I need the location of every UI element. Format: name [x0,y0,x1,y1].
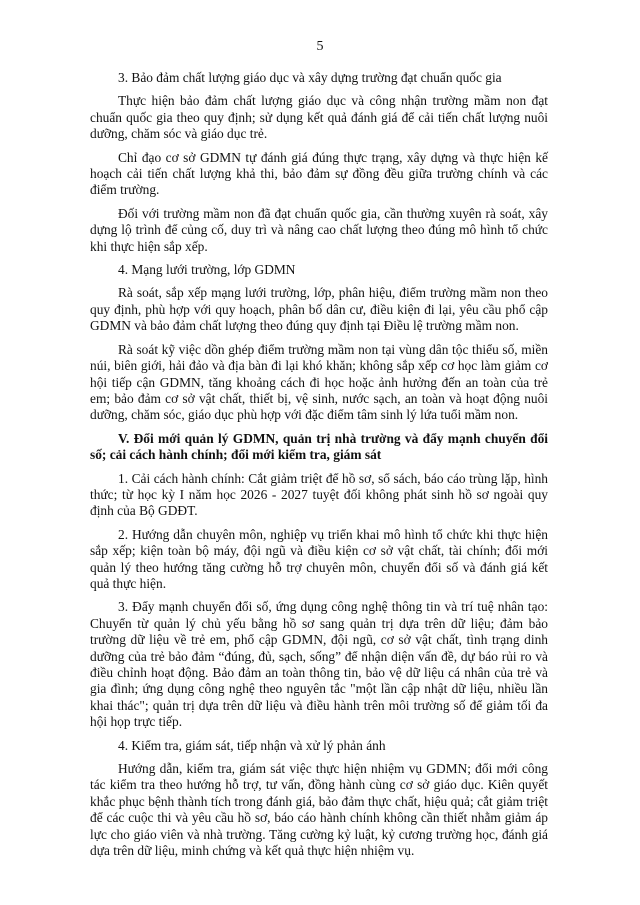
paragraph: Rà soát kỹ việc dồn ghép điểm trường mầm non tại vùng dân tộc thiểu số, miền núi, biên giới, hải đảo và địa bàn đi lại khó khăn; không sắp xếp cơ học làm giảm cơ hội tiếp cận GDMN, tăng khoảng cách đi học hoặc ảnh hưởng đến an toàn của trẻ em; bảo đảm cơ sở vật chất, thiết bị, vệ sinh, nước sạch, an toàn và hoạt động nuôi dưỡng, chăm sóc, giáo dục phù hợp với đặc điểm tâm sinh lý lứa tuổi mầm non. [90,341,548,423]
paragraph: 1. Cải cách hành chính: Cắt giảm triệt để hồ sơ, sổ sách, báo cáo trùng lặp, hình thức; từ học kỳ I năm học 2026 - 2027 tuyệt đối không phát sinh hồ sơ ngoài quy định của Bộ GDĐT. [90,470,548,519]
document-body [90,70,548,866]
paragraph: Đối với trường mầm non đã đạt chuẩn quốc gia, cần thường xuyên rà soát, xây dựng lộ trình để củng cố, duy trì và nâng cao chất lượng theo đúng mô hình tổ chức khi thực hiện sắp xếp. [90,205,548,254]
page-number: 5 [316,39,324,54]
paragraph: 4. Kiểm tra, giám sát, tiếp nhận và xử lý phản ánh [118,737,386,753]
paragraph: 3. Bảo đảm chất lượng giáo dục và xây dựng trường đạt chuẩn quốc gia [118,70,502,85]
paragraph: 4. Mạng lưới trường, lớp GDMN [118,262,296,278]
paragraph: 3. Đẩy mạnh chuyển đổi số, ứng dụng công nghệ thông tin và trí tuệ nhân tạo: Chuyển từ quản lý chủ yếu bằng hồ sơ sang quản trị dựa trên dữ liệu; đảm bảo trường dữ liệu về trẻ em, phổ cập GDMN, đội ngũ, cơ sở vật chất, tình trạng dinh dưỡng của trẻ bảo đảm “đúng, đủ, sạch, sống” để nhận diện vấn đề, dự báo rủi ro và điều chỉnh hoạt động. Bảo đảm an toàn thông tin, bảo vệ dữ liệu cá nhân của trẻ và gia đình; ứng dụng công nghệ theo nguyên tắc "một lần cập nhật dữ liệu, nhiều lần khai thác"; quản trị dựa trên dữ liệu và điều hành trên môi trường số để giảm tối đa hội họp trực tiếp. [90,599,548,730]
paragraph: Chỉ đạo cơ sở GDMN tự đánh giá đúng thực trạng, xây dựng và thực hiện kế hoạch cải tiến chất lượng khả thi, bảo đảm sự đồng đều giữa trường chính và các điểm trường. [90,149,548,198]
paragraph: Thực hiện bảo đảm chất lượng giáo dục và công nhận trường mầm non đạt chuẩn quốc gia theo quy định; sử dụng kết quả đánh giá để cải tiến chất lượng nuôi dưỡng, chăm sóc và giáo dục trẻ. [90,93,548,142]
section-heading: V. Đổi mới quản lý GDMN, quản trị nhà trường và đẩy mạnh chuyển đổi số; cải cách hành chính; đổi mới kiểm tra, giám sát [90,430,548,463]
paragraph: Hướng dẫn, kiểm tra, giám sát việc thực hiện nhiệm vụ GDMN; đổi mới công tác kiểm tra theo hướng hỗ trợ, tư vấn, đồng hành cùng cơ sở giáo dục. Kiên quyết khắc phục bệnh thành tích trong đánh giá, bảo đảm thực chất, hiệu quả; cắt giảm triệt để các cuộc thi và yêu cầu hồ sơ, báo cáo hành chính không cần thiết nhằm giảm áp lực cho giáo viên và nhà trường. Tăng cường kỷ luật, kỷ cương trường học, đánh giá dựa trên dữ liệu, minh chứng và kết quả thực hiện nhiệm vụ. [90,761,548,859]
paragraph: Rà soát, sắp xếp mạng lưới trường, lớp, phân hiệu, điểm trường mầm non theo quy định, phù hợp với quy hoạch, phân bố dân cư, điều kiện đi lại, yêu cầu phổ cập GDMN và bảo đảm chất lượng theo đúng quy định tại Điều lệ trường mầm non. [90,285,548,334]
paragraph: 2. Hướng dẫn chuyên môn, nghiệp vụ triển khai mô hình tổ chức khi thực hiện sắp xếp; kiện toàn bộ máy, đội ngũ và điều kiện cơ sở vật chất, tài chính; đổi mới quản lý theo hướng tăng cường hỗ trợ chuyên môn, chuyển đổi số và đánh giá kết quả thực hiện. [90,526,548,591]
